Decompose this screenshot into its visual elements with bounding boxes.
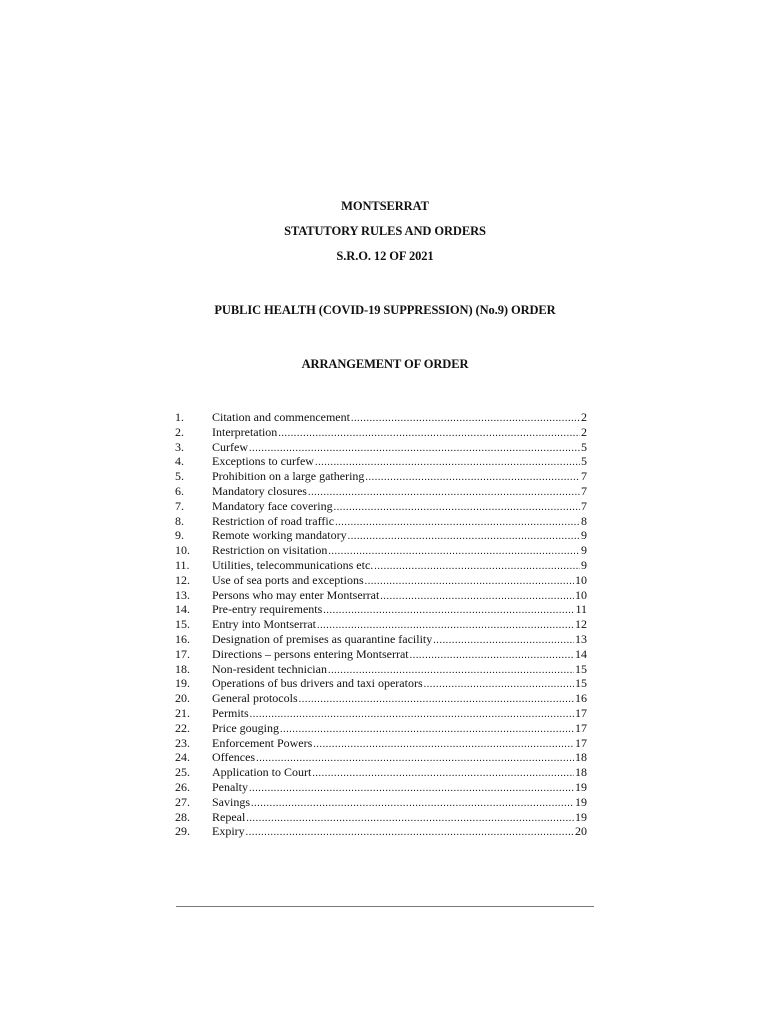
toc-entry-number: 27. xyxy=(175,794,190,809)
toc-entry-title: Mandatory face covering xyxy=(212,498,333,513)
toc-entry-number: 15. xyxy=(175,617,190,632)
toc-entry[interactable] xyxy=(175,691,587,706)
toc-entry[interactable] xyxy=(175,676,587,691)
toc-dot-leader xyxy=(250,708,574,723)
toc-entry-number: 21. xyxy=(175,705,190,720)
toc-entry-number: 16. xyxy=(175,631,190,646)
toc-entry-page: 10 xyxy=(575,587,587,602)
toc-entry-number: 4. xyxy=(175,454,184,469)
toc-dot-leader xyxy=(246,826,574,841)
toc-dot-leader xyxy=(424,678,574,693)
toc-entry[interactable] xyxy=(175,706,587,721)
toc-entry-page: 12 xyxy=(575,617,587,632)
toc-entry-page: 7 xyxy=(581,498,587,513)
toc-entry-number: 11. xyxy=(175,557,190,572)
toc-entry-page: 19 xyxy=(575,794,587,809)
toc-entry-number: 28. xyxy=(175,809,190,824)
toc-entry-title: Use of sea ports and exceptions xyxy=(212,572,364,587)
toc-dot-leader xyxy=(251,797,574,812)
toc-entry-title: Non-resident technician xyxy=(212,661,327,676)
toc-entry-page: 17 xyxy=(575,735,587,750)
toc-entry-title: Exceptions to curfew xyxy=(212,454,314,469)
toc-entry-title: Penalty xyxy=(212,779,248,794)
toc-dot-leader xyxy=(323,604,574,619)
toc-dot-leader xyxy=(313,738,574,753)
toc-entry-title: Operations of bus drivers and taxi operators xyxy=(212,676,423,691)
toc-entry-page: 13 xyxy=(575,631,587,646)
toc-entry-number: 17. xyxy=(175,646,190,661)
toc-entry[interactable] xyxy=(175,558,587,573)
toc-entry[interactable] xyxy=(175,454,587,469)
toc-entry-page: 15 xyxy=(575,676,587,691)
toc-dot-leader xyxy=(410,649,574,664)
toc-entry-page: 16 xyxy=(575,691,587,706)
toc-entry-page: 19 xyxy=(575,779,587,794)
toc-entry-page: 19 xyxy=(575,809,587,824)
arrangement-heading: ARRANGEMENT OF ORDER xyxy=(301,357,469,371)
toc-entry[interactable] xyxy=(175,824,587,839)
toc-entry-page: 2 xyxy=(581,410,587,424)
toc-entry-title: Application to Court xyxy=(212,765,312,780)
toc-entry-number: 20. xyxy=(175,691,190,706)
toc-dot-leader xyxy=(351,412,580,427)
toc-entry-page: 8 xyxy=(581,513,587,528)
footer-divider xyxy=(176,906,594,907)
toc-entry-number: 9. xyxy=(175,528,184,543)
toc-entry-title: Persons who may enter Montserrat xyxy=(212,587,380,602)
toc-entry-page: 2 xyxy=(581,424,587,439)
toc-entry-page: 17 xyxy=(575,705,587,720)
toc-entry[interactable] xyxy=(175,736,587,751)
toc-entry-number: 14. xyxy=(175,602,190,617)
toc-entry-number: 5. xyxy=(175,469,184,484)
table-of-contents xyxy=(175,410,587,839)
toc-entry-title: Citation and commencement xyxy=(212,410,350,424)
toc-entry-title: Interpretation xyxy=(212,424,278,439)
toc-dot-leader xyxy=(280,723,574,738)
toc-entry-page: 9 xyxy=(581,557,587,572)
toc-dot-leader xyxy=(334,501,580,516)
toc-entry-title: Directions – persons entering Montserrat xyxy=(212,646,409,661)
toc-entry-number: 19. xyxy=(175,676,190,691)
order-title: PUBLIC HEALTH (COVID-19 SUPPRESSION) (No.9) ORDER xyxy=(214,303,556,317)
toc-entry-title: Curfew xyxy=(212,439,248,454)
toc-entry-page: 7 xyxy=(581,483,587,498)
toc-entry-number: 3. xyxy=(175,439,184,454)
toc-entry[interactable] xyxy=(175,588,587,603)
toc-entry-page: 14 xyxy=(575,646,587,661)
toc-entry[interactable] xyxy=(175,617,587,632)
toc-entry-title: Expiry xyxy=(212,824,245,839)
toc-entry[interactable] xyxy=(175,780,587,795)
toc-entry[interactable] xyxy=(175,499,587,514)
toc-entry[interactable] xyxy=(175,750,587,765)
toc-entry-page: 9 xyxy=(581,543,587,558)
toc-entry-number: 22. xyxy=(175,720,190,735)
toc-entry-title: Repeal xyxy=(212,809,246,824)
toc-entry-page: 18 xyxy=(575,750,587,765)
toc-entry[interactable] xyxy=(175,484,587,499)
toc-entry-page: 10 xyxy=(575,572,587,587)
toc-entry-number: 1. xyxy=(175,410,184,424)
toc-entry[interactable] xyxy=(175,765,587,780)
toc-entry[interactable] xyxy=(175,632,587,647)
toc-dot-leader xyxy=(312,767,574,782)
toc-entry-title: Utilities, telecommunications etc. xyxy=(212,557,374,572)
toc-entry[interactable] xyxy=(175,543,587,558)
toc-entry-title: Price gouging xyxy=(212,720,279,735)
toc-entry[interactable] xyxy=(175,810,587,825)
toc-dot-leader xyxy=(308,486,580,501)
toc-dot-leader xyxy=(380,590,574,605)
toc-entry-page: 5 xyxy=(581,439,587,454)
toc-entry-number: 6. xyxy=(175,483,184,498)
toc-dot-leader xyxy=(335,516,580,531)
toc-entry-page: 20 xyxy=(575,824,587,839)
toc-entry-number: 7. xyxy=(175,498,184,513)
toc-dot-leader xyxy=(278,427,580,442)
toc-entry[interactable] xyxy=(175,469,587,484)
sro-number-heading: S.R.O. 12 OF 2021 xyxy=(336,249,434,263)
toc-entry-title: General protocols xyxy=(212,691,298,706)
toc-entry-page: 11 xyxy=(575,602,587,617)
toc-entry-number: 18. xyxy=(175,661,190,676)
toc-entry[interactable] xyxy=(175,410,587,425)
toc-entry[interactable] xyxy=(175,602,587,617)
toc-entry-title: Mandatory closures xyxy=(212,483,307,498)
toc-entry-page: 17 xyxy=(575,720,587,735)
toc-dot-leader xyxy=(433,634,574,649)
series-heading: STATUTORY RULES AND ORDERS xyxy=(284,224,486,238)
toc-entry-title: Pre-entry requirements xyxy=(212,602,323,617)
toc-entry[interactable] xyxy=(175,573,587,588)
toc-entry-title: Permits xyxy=(212,705,249,720)
toc-dot-leader xyxy=(348,530,580,545)
toc-entry-title: Restriction on visitation xyxy=(212,543,328,558)
toc-dot-leader xyxy=(374,560,580,575)
toc-entry[interactable] xyxy=(175,647,587,662)
toc-entry-page: 9 xyxy=(581,528,587,543)
toc-entry-title: Offences xyxy=(212,750,256,765)
toc-entry-number: 25. xyxy=(175,765,190,780)
toc-entry[interactable] xyxy=(175,795,587,810)
toc-dot-leader xyxy=(365,575,574,590)
toc-entry-title: Prohibition on a large gathering xyxy=(212,469,365,484)
toc-dot-leader xyxy=(246,812,574,827)
toc-entry-title: Enforcement Powers xyxy=(212,735,313,750)
toc-entry-page: 15 xyxy=(575,661,587,676)
toc-entry-title: Designation of premises as quarantine facility xyxy=(212,631,433,646)
toc-entry-number: 12. xyxy=(175,572,190,587)
toc-entry[interactable] xyxy=(175,662,587,677)
toc-entry-number: 2. xyxy=(175,424,184,439)
toc-entry-page: 5 xyxy=(581,454,587,469)
toc-entry-title: Restriction of road traffic xyxy=(212,513,335,528)
toc-dot-leader xyxy=(249,782,574,797)
toc-entry-number: 10. xyxy=(175,543,190,558)
toc-entry[interactable] xyxy=(175,528,587,543)
toc-entry-title: Remote working mandatory xyxy=(212,528,347,543)
toc-entry-number: 24. xyxy=(175,750,190,765)
toc-dot-leader xyxy=(365,471,580,486)
toc-entry[interactable] xyxy=(175,440,587,455)
toc-entry-number: 8. xyxy=(175,513,184,528)
toc-entry[interactable] xyxy=(175,721,587,736)
toc-entry-page: 7 xyxy=(581,469,587,484)
toc-dot-leader xyxy=(299,693,574,708)
toc-entry-number: 23. xyxy=(175,735,190,750)
toc-entry-number: 13. xyxy=(175,587,190,602)
toc-entry-title: Savings xyxy=(212,794,251,809)
toc-entry-number: 26. xyxy=(175,779,190,794)
toc-entry-page: 18 xyxy=(575,765,587,780)
toc-entry-number: 29. xyxy=(175,824,190,839)
toc-entry-title: Entry into Montserrat xyxy=(212,617,316,632)
country-heading: MONTSERRAT xyxy=(341,199,429,213)
toc-entry[interactable] xyxy=(175,514,587,529)
toc-entry[interactable] xyxy=(175,425,587,440)
